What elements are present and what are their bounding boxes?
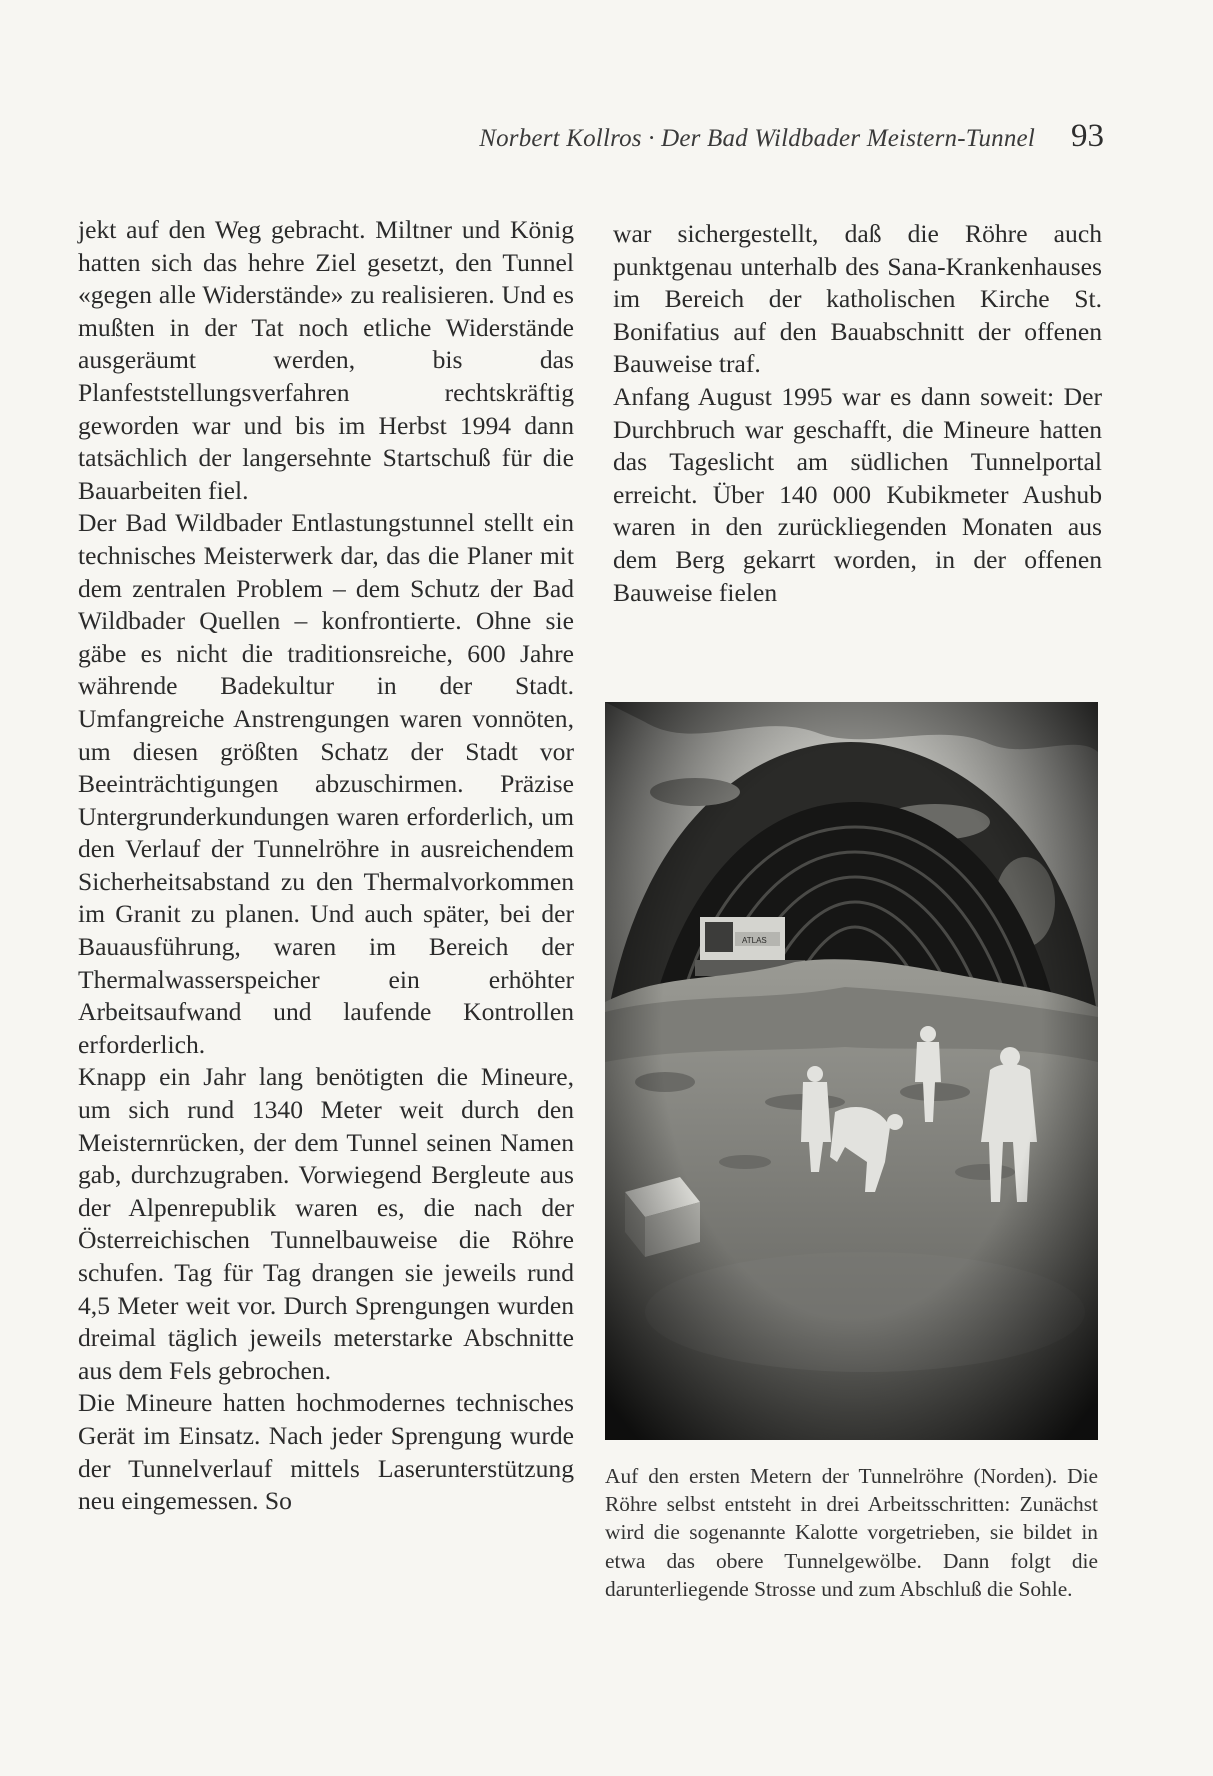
paragraph: war sichergestellt, daß die Röhre auch punktgenau unterhalb des Sana-Krankenhauses im Bereich der katholischen Kirche St. Bonifatius auf den Bauabschnitt der offenen Bauweise traf.	[613, 219, 1102, 379]
page-header	[440, 118, 1104, 155]
running-head: Norbert Kollros · Der Bad Wildbader Meistern-Tunnel	[479, 125, 1035, 152]
paragraph: Die Mineure hatten hochmodernes technisches Gerät im Einsatz. Nach jeder Sprengung wurde der Tunnelverlauf mittels Laserunterstützung neu eingemessen. So	[78, 1388, 574, 1516]
tunnel-photo	[605, 702, 1098, 1440]
paragraph: jekt auf den Weg gebracht. Miltner und König hatten sich das hehre Ziel gesetzt, den Tunnel «gegen alle Widerstände» zu realisieren. Und es mußten in der Tat noch etliche Widerstände ausgeräumt werden, bis das Planfeststellungsverfahren rechtskräftig geworden war und bis im Herbst 1994 dann tatsächlich der langersehnte Startschuß für die Bauarbeiten fiel.	[78, 215, 574, 505]
tunnel-photo-illustration	[605, 702, 1098, 1440]
photo-caption: Auf den ersten Metern der Tunnelröhre (Norden). Die Röhre selbst entsteht in drei Arbeitsschritten: Zunächst wird die sogenannte Kalotte vorgetrieben, sie bildet in etwa das obere Tunnelgewölbe. Dann folgt die darunterliegende Strosse und zum Abschluß die Sohle.	[605, 1464, 1098, 1601]
right-column	[613, 218, 1102, 609]
left-column	[78, 214, 574, 1518]
page-number: 93	[1071, 118, 1104, 154]
paragraph: Knapp ein Jahr lang benötigten die Mineure, um sich rund 1340 Meter weit durch den Meisternrücken, der dem Tunnel seinen Namen gab, durchzugraben. Vorwiegend Bergleute aus der Alpenrepublik waren es, die nach der Österreichischen Tunnelbauweise die Röhre schufen. Tag für Tag drangen sie jeweils rund 4,5 Meter weit vor. Durch Sprengungen wurden dreimal täglich jeweils meterstarke Abschnitte aus dem Fels gebrochen.	[78, 1062, 574, 1385]
paragraph: Der Bad Wildbader Entlastungstunnel stellt ein technisches Meisterwerk dar, das die Planer mit dem zentralen Problem – dem Schutz der Bad Wildbader Quellen – konfrontierte. Ohne sie gäbe es nicht die traditionsreiche, 600 Jahre währende Badekultur in der Stadt. Umfangreiche Anstrengungen waren vonnöten, um diesen größten Schatz der Stadt vor Beeinträchtigungen abzuschirmen. Präzise Untergrunderkundungen waren erforderlich, um den Verlauf der Tunnelröhre in ausreichendem Sicherheitsabstand zu den Thermalvorkommen im Granit zu planen. Und auch später, bei der Bauausführung, waren im Bereich der Thermalwasserspeicher ein erhöhter Arbeitsaufwand und laufende Kontrollen erforderlich.	[78, 508, 574, 1059]
paragraph: Anfang August 1995 war es dann soweit: Der Durchbruch war geschafft, die Mineure hatten das Tageslicht am südlichen Tunnelportal erreicht. Über 140 000 Kubikmeter Aushub waren in den zurückliegenden Monaten aus dem Berg gekarrt worden, in der offenen Bauweise fielen	[613, 381, 1102, 607]
